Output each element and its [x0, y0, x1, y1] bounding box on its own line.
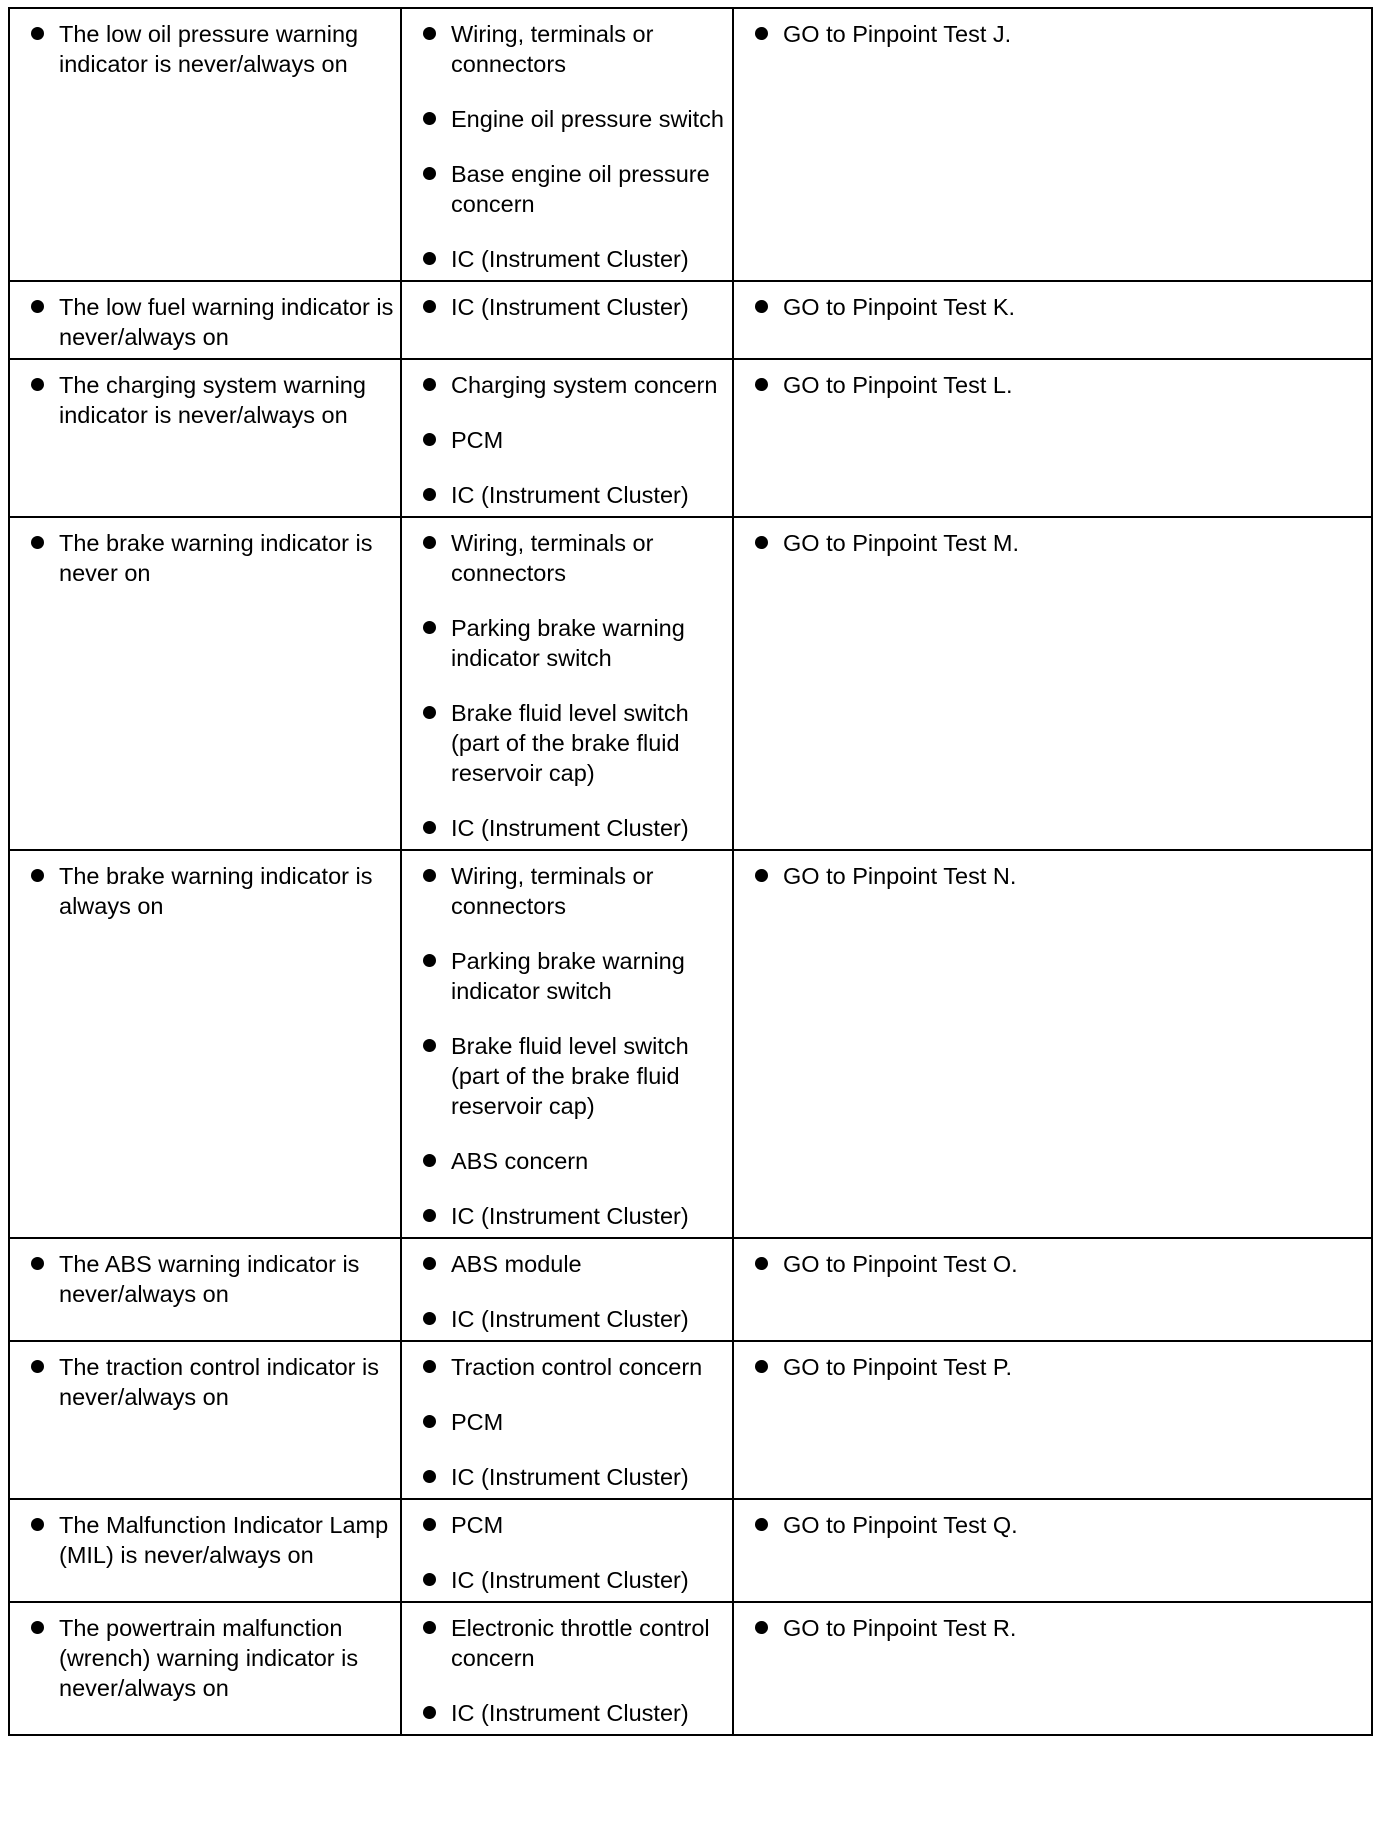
bullet-icon — [755, 1360, 768, 1373]
action-cell — [733, 8, 1372, 281]
item-text: Parking brake warning indicator switch — [451, 948, 685, 1004]
list-item — [26, 19, 394, 79]
item-text: GO to Pinpoint Test M. — [783, 530, 1019, 556]
possible-source-cell — [401, 850, 733, 1238]
item-text: Traction control concern — [451, 1354, 703, 1380]
bullet-list — [418, 19, 726, 274]
item-text: IC (Instrument Cluster) — [451, 1306, 689, 1332]
item-text: GO to Pinpoint Test Q. — [783, 1512, 1018, 1538]
bullet-icon — [755, 1257, 768, 1270]
possible-source-cell — [401, 1341, 733, 1499]
item-text: GO to Pinpoint Test N. — [783, 863, 1017, 889]
bullet-icon — [423, 112, 436, 125]
list-item — [750, 370, 1365, 400]
list-item — [418, 159, 726, 219]
item-text: GO to Pinpoint Test O. — [783, 1251, 1018, 1277]
bullet-list — [750, 370, 1365, 400]
item-text: GO to Pinpoint Test P. — [783, 1354, 1013, 1380]
item-text: GO to Pinpoint Test K. — [783, 294, 1016, 320]
bullet-icon — [423, 1039, 436, 1052]
condition-cell — [9, 8, 401, 281]
list-item — [26, 1510, 394, 1570]
item-text: PCM — [451, 1512, 504, 1538]
item-text: The ABS warning indicator is never/always on — [59, 1251, 360, 1307]
list-item — [750, 292, 1365, 322]
bullet-list — [750, 1352, 1365, 1382]
bullet-list — [26, 292, 394, 352]
symptom-chart-table — [8, 7, 1373, 1736]
bullet-icon — [755, 300, 768, 313]
action-cell — [733, 1238, 1372, 1341]
bullet-icon — [31, 27, 44, 40]
possible-source-cell — [401, 281, 733, 359]
item-text: Base engine oil pressure concern — [451, 161, 710, 217]
list-item — [418, 1462, 726, 1492]
item-text: IC (Instrument Cluster) — [451, 294, 689, 320]
list-item — [418, 1698, 726, 1728]
list-item — [750, 1352, 1365, 1382]
table-row — [9, 281, 1372, 359]
condition-cell — [9, 1499, 401, 1602]
item-text: GO to Pinpoint Test R. — [783, 1615, 1017, 1641]
bullet-icon — [423, 869, 436, 882]
list-item — [26, 292, 394, 352]
bullet-list — [26, 19, 394, 79]
list-item — [750, 528, 1365, 558]
list-item — [750, 1510, 1365, 1540]
table-row — [9, 8, 1372, 281]
list-item — [418, 292, 726, 322]
bullet-list — [26, 1510, 394, 1570]
bullet-icon — [423, 433, 436, 446]
bullet-list — [26, 861, 394, 921]
item-text: ABS concern — [451, 1148, 589, 1174]
item-text: Wiring, terminals or connectors — [451, 863, 654, 919]
bullet-icon — [31, 1257, 44, 1270]
bullet-icon — [423, 1209, 436, 1222]
table-row — [9, 1602, 1372, 1735]
action-cell — [733, 1499, 1372, 1602]
bullet-icon — [423, 1470, 436, 1483]
list-item — [418, 1031, 726, 1121]
bullet-list — [750, 1613, 1365, 1643]
list-item — [418, 861, 726, 921]
item-text: The brake warning indicator is always on — [59, 863, 373, 919]
bullet-icon — [423, 488, 436, 501]
bullet-list — [418, 1249, 726, 1334]
list-item — [418, 19, 726, 79]
bullet-icon — [423, 621, 436, 634]
bullet-icon — [31, 536, 44, 549]
bullet-icon — [423, 706, 436, 719]
list-item — [26, 1352, 394, 1412]
list-item — [418, 1352, 726, 1382]
bullet-list — [418, 861, 726, 1231]
bullet-icon — [31, 869, 44, 882]
table-row — [9, 1238, 1372, 1341]
list-item — [26, 528, 394, 588]
table-row — [9, 1341, 1372, 1499]
item-text: The charging system warning indicator is never/always on — [59, 372, 366, 428]
list-item — [418, 1565, 726, 1595]
bullet-list — [750, 1249, 1365, 1279]
item-text: Charging system concern — [451, 372, 718, 398]
list-item — [26, 1613, 394, 1703]
item-text: The low fuel warning indicator is never/always on — [59, 294, 394, 350]
bullet-list — [418, 370, 726, 510]
item-text: IC (Instrument Cluster) — [451, 1203, 689, 1229]
condition-cell — [9, 1238, 401, 1341]
item-text: GO to Pinpoint Test J. — [783, 21, 1012, 47]
bullet-icon — [423, 300, 436, 313]
bullet-icon — [423, 1706, 436, 1719]
list-item — [750, 861, 1365, 891]
item-text: The traction control indicator is never/always on — [59, 1354, 380, 1410]
item-text: Brake fluid level switch (part of the brake fluid reservoir cap) — [451, 1033, 689, 1119]
bullet-list — [26, 370, 394, 430]
item-text: IC (Instrument Cluster) — [451, 1700, 689, 1726]
bullet-icon — [423, 821, 436, 834]
list-item — [418, 1201, 726, 1231]
condition-cell — [9, 1602, 401, 1735]
list-item — [418, 1304, 726, 1334]
action-cell — [733, 1341, 1372, 1499]
list-item — [418, 1510, 726, 1540]
item-text: IC (Instrument Cluster) — [451, 815, 689, 841]
list-item — [418, 946, 726, 1006]
list-item — [418, 1249, 726, 1279]
list-item — [418, 613, 726, 673]
list-item — [26, 370, 394, 430]
item-text: PCM — [451, 1409, 504, 1435]
list-item — [418, 1613, 726, 1673]
list-item — [26, 1249, 394, 1309]
bullet-icon — [423, 536, 436, 549]
bullet-icon — [423, 1415, 436, 1428]
item-text: The low oil pressure warning indicator is never/always on — [59, 21, 359, 77]
bullet-list — [418, 528, 726, 843]
possible-source-cell — [401, 1499, 733, 1602]
item-text: Engine oil pressure switch — [451, 106, 724, 132]
possible-source-cell — [401, 1602, 733, 1735]
item-text: IC (Instrument Cluster) — [451, 246, 689, 272]
bullet-icon — [423, 167, 436, 180]
bullet-icon — [423, 1573, 436, 1586]
item-text: Wiring, terminals or connectors — [451, 21, 654, 77]
bullet-icon — [423, 1154, 436, 1167]
list-item — [26, 861, 394, 921]
bullet-list — [750, 1510, 1365, 1540]
bullet-icon — [31, 378, 44, 391]
table-row — [9, 1499, 1372, 1602]
action-cell — [733, 359, 1372, 517]
bullet-icon — [423, 1360, 436, 1373]
bullet-icon — [423, 1518, 436, 1531]
list-item — [750, 19, 1365, 49]
condition-cell — [9, 1341, 401, 1499]
possible-source-cell — [401, 1238, 733, 1341]
action-cell — [733, 850, 1372, 1238]
list-item — [750, 1613, 1365, 1643]
table-row — [9, 517, 1372, 850]
item-text: IC (Instrument Cluster) — [451, 1464, 689, 1490]
bullet-icon — [755, 869, 768, 882]
bullet-icon — [31, 1360, 44, 1373]
bullet-icon — [423, 378, 436, 391]
item-text: IC (Instrument Cluster) — [451, 1567, 689, 1593]
table-row — [9, 850, 1372, 1238]
bullet-list — [26, 1249, 394, 1309]
bullet-list — [26, 1613, 394, 1703]
possible-source-cell — [401, 359, 733, 517]
item-text: The brake warning indicator is never on — [59, 530, 373, 586]
item-text: IC (Instrument Cluster) — [451, 482, 689, 508]
list-item — [418, 370, 726, 400]
bullet-list — [750, 861, 1365, 891]
bullet-list — [750, 528, 1365, 558]
possible-source-cell — [401, 517, 733, 850]
bullet-list — [750, 19, 1365, 49]
list-item — [418, 1146, 726, 1176]
item-text: Parking brake warning indicator switch — [451, 615, 685, 671]
bullet-icon — [31, 300, 44, 313]
bullet-icon — [423, 1312, 436, 1325]
bullet-icon — [31, 1518, 44, 1531]
bullet-list — [418, 292, 726, 322]
bullet-icon — [755, 27, 768, 40]
item-text: Electronic throttle control concern — [451, 1615, 710, 1671]
action-cell — [733, 517, 1372, 850]
item-text: Wiring, terminals or connectors — [451, 530, 654, 586]
item-text: The powertrain malfunction (wrench) warning indicator is never/always on — [59, 1615, 359, 1701]
bullet-icon — [423, 954, 436, 967]
bullet-icon — [423, 1621, 436, 1634]
condition-cell — [9, 517, 401, 850]
bullet-list — [418, 1352, 726, 1492]
item-text: GO to Pinpoint Test L. — [783, 372, 1013, 398]
bullet-icon — [755, 1518, 768, 1531]
bullet-icon — [423, 252, 436, 265]
item-text: ABS module — [451, 1251, 582, 1277]
list-item — [418, 528, 726, 588]
bullet-list — [418, 1613, 726, 1728]
condition-cell — [9, 850, 401, 1238]
bullet-icon — [31, 1621, 44, 1634]
condition-cell — [9, 281, 401, 359]
action-cell — [733, 1602, 1372, 1735]
table-row — [9, 359, 1372, 517]
condition-cell — [9, 359, 401, 517]
bullet-icon — [755, 1621, 768, 1634]
bullet-icon — [755, 378, 768, 391]
list-item — [418, 425, 726, 455]
item-text: PCM — [451, 427, 504, 453]
item-text: The Malfunction Indicator Lamp (MIL) is never/always on — [59, 1512, 389, 1568]
list-item — [418, 480, 726, 510]
bullet-icon — [755, 536, 768, 549]
bullet-icon — [423, 27, 436, 40]
list-item — [418, 244, 726, 274]
list-item — [418, 698, 726, 788]
list-item — [418, 104, 726, 134]
action-cell — [733, 281, 1372, 359]
table-body — [9, 8, 1372, 1735]
bullet-list — [26, 528, 394, 588]
possible-source-cell — [401, 8, 733, 281]
item-text: Brake fluid level switch (part of the brake fluid reservoir cap) — [451, 700, 689, 786]
bullet-list — [418, 1510, 726, 1595]
list-item — [750, 1249, 1365, 1279]
bullet-list — [26, 1352, 394, 1412]
list-item — [418, 1407, 726, 1437]
bullet-list — [750, 292, 1365, 322]
list-item — [418, 813, 726, 843]
bullet-icon — [423, 1257, 436, 1270]
